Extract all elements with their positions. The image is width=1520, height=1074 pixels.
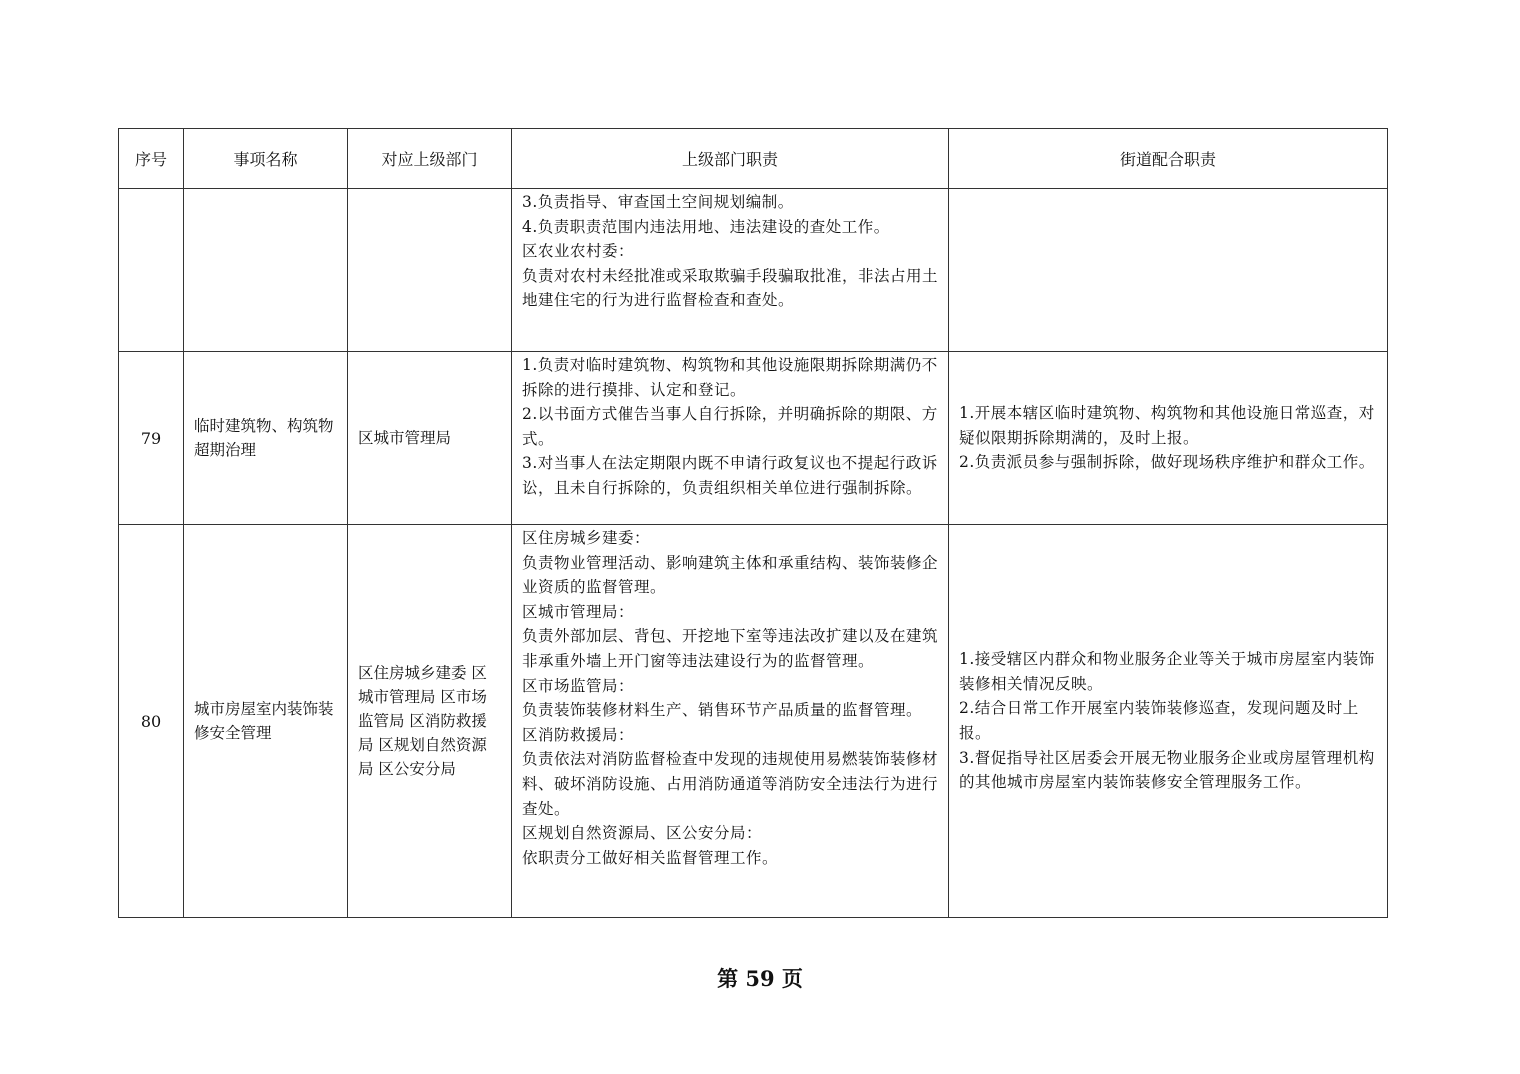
duty-line: 3.负责指导、审查国土空间规划编制。 [522, 193, 794, 211]
duty-line: 区农业农村委： [522, 242, 635, 261]
row-number [119, 189, 184, 352]
street-duty-line: 3.督促指导社区居委会开展无物业服务企业或房屋管理机构的其他城市房屋室内装饰装修安全管理服务工作。 [959, 748, 1375, 792]
row-department: 区城市管理局 [348, 352, 512, 525]
header-street-duties: 街道配合职责 [949, 129, 1388, 189]
duty-line: 负责对农村未经批准或采取欺骗手段骗取批准，非法占用土地建住宅的行为进行监督检查和查处。 [522, 266, 939, 310]
duty-line: 负责依法对消防监督检查中发现的违规使用易燃装饰装修材料、破坏消防设施、占用消防通道等消防安全违法行为进行查处。 [522, 750, 939, 818]
row-department: 区住房城乡建委 区城市管理局 区市场监管局 区消防救援局 区规划自然资源局 区公安分局 [348, 525, 512, 918]
row-street-duties [949, 189, 1388, 352]
table-header-row [119, 129, 1388, 189]
duty-line: 4.负责职责范围内违法用地、违法建设的查处工作。 [522, 217, 890, 236]
duty-line: 3.对当事人在法定期限内既不申请行政复议也不提起行政诉讼，且未自行拆除的，负责组织相关单位进行强制拆除。 [522, 454, 938, 497]
duty-line: 区城市管理局： [522, 602, 635, 621]
street-duty-line: 1.开展本辖区临时建筑物、构筑物和其他设施日常巡查，对疑似限期拆除期满的，及时上报。 [959, 404, 1375, 447]
duty-line: 负责外部加层、背包、开挖地下室等违法改扩建以及在建筑非承重外墙上开门窗等违法建设行为的监督管理。 [522, 627, 939, 670]
row-department [348, 189, 512, 352]
street-duty-line: 2.负责派员参与强制拆除，做好现场秩序维护和群众工作。 [959, 453, 1375, 472]
row-street-duties [949, 525, 1388, 918]
table-row [119, 352, 1388, 525]
duty-line: 1.负责对临时建筑物、构筑物和其他设施限期拆除期满仍不拆除的进行摸排、认定和登记。 [522, 356, 938, 399]
duty-line: 依职责分工做好相关监督管理工作。 [522, 848, 779, 867]
duty-line: 区规划自然资源局、区公安分局： [522, 824, 763, 843]
row-street-duties [949, 352, 1388, 525]
duty-table [118, 128, 1388, 918]
header-serial-number: 序号 [119, 129, 184, 189]
row-item-name: 临时建筑物、构筑物超期治理 [184, 352, 348, 525]
duty-line: 区住房城乡建委： [522, 529, 651, 547]
duty-line: 负责装饰装修材料生产、销售环节产品质量的监督管理。 [522, 701, 923, 720]
duty-line: 负责物业管理活动、影响建筑主体和承重结构、装饰装修企业资质的监督管理。 [522, 553, 939, 597]
duty-line: 区消防救援局： [522, 725, 635, 744]
row-superior-duties [512, 352, 949, 525]
header-superior-duties: 上级部门职责 [512, 129, 949, 189]
table-row [119, 525, 1388, 918]
street-duty-line: 1.接受辖区内群众和物业服务企业等关于城市房屋室内装饰装修相关情况反映。 [959, 650, 1375, 693]
table-row [119, 189, 1388, 352]
row-number: 79 [119, 352, 184, 525]
row-superior-duties [512, 189, 949, 352]
row-item-name [184, 189, 348, 352]
header-item-name: 事项名称 [184, 129, 348, 189]
page-number: 第 59 页 [717, 966, 803, 991]
row-number: 80 [119, 525, 184, 918]
header-superior-department: 对应上级部门 [348, 129, 512, 189]
row-item-name: 城市房屋室内装饰装修安全管理 [184, 525, 348, 918]
row-superior-duties [512, 525, 949, 918]
duty-line: 区市场监管局： [522, 676, 635, 695]
duty-line: 2.以书面方式催告当事人自行拆除，并明确拆除的期限、方式。 [522, 405, 938, 448]
street-duty-line: 2.结合日常工作开展室内装饰装修巡查，发现问题及时上报。 [959, 699, 1359, 742]
